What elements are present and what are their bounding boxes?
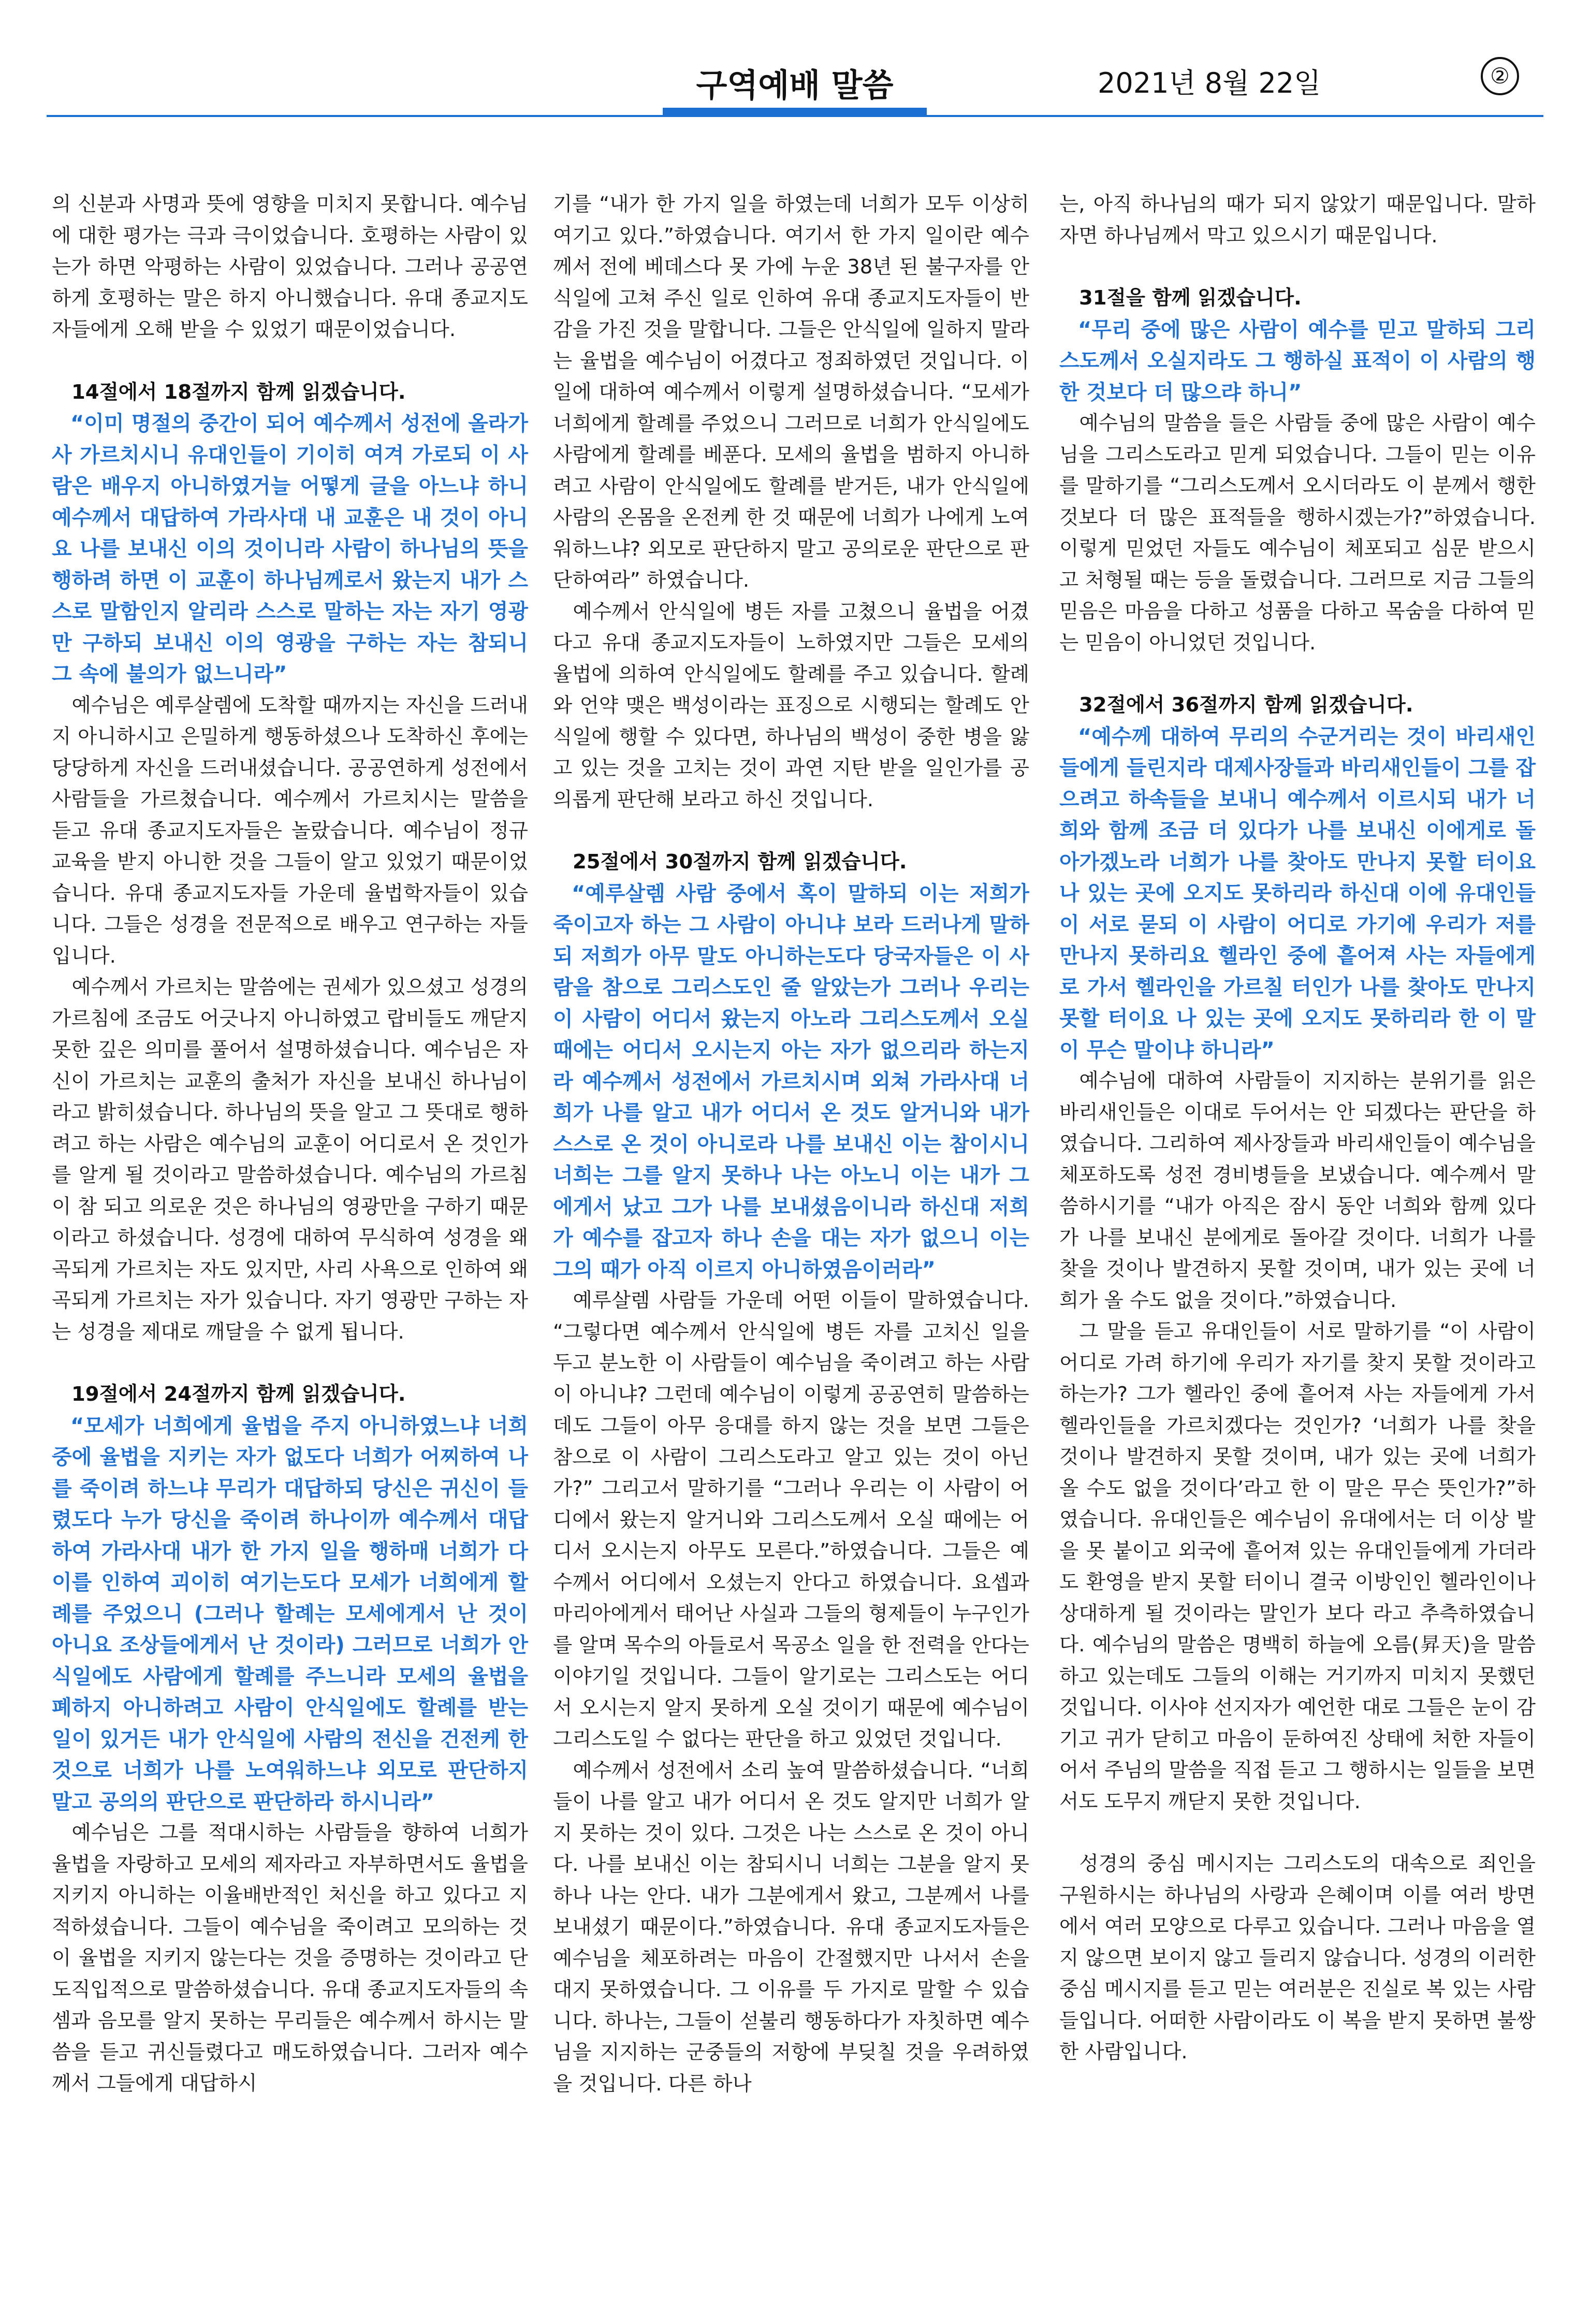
section-heading: 19절에서 24절까지 함께 읽겠습니다.	[71, 1383, 406, 1406]
paragraph: 예수님의 말씀을 들은 사람들 중에 많은 사람이 예수님을 그리스도라고 믿게 되었습니다. 그들이 믿는 이유를 말하기를 “그리스도께서 오시더라도 이 분께서 행한 것보다 더 많은 표적들을 행하시겠는가?”하였습니다. 이렇게 믿었던 자들도 예수님이 체포되고 심문 받으시고 처형될 때는 등을 돌렸습니다. 그러므로 지금 그들의 믿음은 마음을 다하고 성품을 다하고 목숨을 다하여 믿는 믿음이 아니었던 것입니다.	[1059, 412, 1536, 655]
paragraph: 예수님은 예루살렘에 도착할 때까지는 자신을 드러내지 아니하시고 은밀하게 행동하셨으나 도착하신 후에는 당당하게 자신을 드러내셨습니다. 공공연하게 성전에서 사람들을 가르쳤습니다. 예수께서 가르치시는 말씀을 듣고 유대 종교지도자들은 놀랐습니다. 예수님이 정규 교육을 받지 아니한 것을 그들이 알고 있었기 때문이었습니다. 유대 종교지도자들 가운데 율법학자들이 있습니다. 그들은 성경을 전문적으로 배우고 연구하는 자들입니다.	[52, 693, 528, 968]
paragraph: 그 말을 듣고 유대인들이 서로 말하기를 “이 사람이 어디로 가려 하기에 우리가 자기를 찾지 못할 것이라고 하는가? 그가 헬라인 중에 흩어져 사는 자들에게 가서 헬라인들을 가르치겠다는 것인가? ‘너희가 나를 찾을 것이나 발견하지 못할 것이며, 내가 있는 곳에 너희가 올 수도 없을 것이다’라고 한 이 말은 무슨 뜻인가?”하였습니다. 유대인들은 예수님이 유대에서는 더 이상 발을 못 붙이고 외국에 흩어져 있는 유대인들에게 가더라도 환영을 받지 못할 터이니 결국 이방인인 헬라인이나 상대하게 될 것이라는 말인가 보다 라고 추측하였습니다. 예수님의 말씀은 명백히 하늘에 오름(昇天)을 말씀하고 있는데도 그들의 이해는 거기까지 미치지 못했던 것입니다. 이사야 선지자가 예언한 대로 그들은 눈이 감기고 귀가 닫히고 마음이 둔하여진 상태에 처한 자들이어서 주님의 말씀을 직접 듣고 그 행하시는 일들을 보면서도 도무지 깨닫지 못한 것입니다.	[1059, 1320, 1536, 1813]
page-header	[0, 0, 1590, 155]
column-3	[1059, 189, 1536, 2068]
scripture-quote: “예수께 대하여 무리의 수군거리는 것이 바리새인들에게 들린지라 대제사장들과 바리새인들이 그를 잡으려고 하속들을 보내니 예수께서 이르시되 내가 너희와 함께 조금 더 있다가 나를 보내신 이에게로 돌아가겠노라 너희가 나를 찾아도 만나지 못할 터이요 나 있는 곳에 오지도 못하리라 하신대 이에 유대인들이 서로 묻되 이 사람이 어디로 가기에 우리가 저를 만나지 못하리요 헬라인 중에 흩어져 사는 자들에게로 가서 헬라인을 가르칠 터인가 나를 찾아도 만나지 못할 터이요 나 있는 곳에 오지도 못하리라 한 이 말이 무슨 말이냐 하니라”	[1059, 724, 1536, 1062]
section-heading: 32절에서 36절까지 함께 읽겠습니다.	[1079, 693, 1413, 717]
paragraph: 는, 아직 하나님의 때가 되지 않았기 때문입니다. 말하자면 하나님께서 막고 있으시기 때문입니다.	[1059, 193, 1536, 248]
column-2	[553, 189, 1029, 2100]
paragraph: 의 신분과 사명과 뜻에 영향을 미치지 못합니다. 예수님에 대한 평가는 극과 극이었습니다. 호평하는 사람이 있는가 하면 악평하는 사람이 있었습니다. 그러나 공공연하게 호평하는 말은 하지 아니했습니다. 유대 종교지도자들에게 오해 받을 수 있었기 때문이었습니다.	[52, 193, 528, 341]
paragraph: 예수님에 대하여 사람들이 지지하는 분위기를 읽은 바리새인들은 이대로 두어서는 안 되겠다는 판단을 하였습니다. 그리하여 제사장들과 바리새인들이 예수님을 체포하도록 성전 경비병들을 보냈습니다. 예수께서 말씀하시기를 “내가 아직은 잠시 동안 너희와 함께 있다가 나를 보내신 분에게로 돌아갈 것이다. 너희가 나를 찾을 것이나 발견하지 못할 것이며, 내가 있는 곳에 너희가 올 수도 없을 것이다.”하였습니다.	[1059, 1069, 1536, 1312]
column-1	[52, 189, 528, 2100]
scripture-quote: “모세가 너희에게 율법을 주지 아니하였느냐 너희 중에 율법을 지키는 자가 없도다 너희가 어찌하여 나를 죽이려 하느냐 무리가 대답하되 당신은 귀신이 들렸도다 누가 당신을 죽이려 하나이까 예수께서 대답하여 가라사대 내가 한 가지 일을 행하매 너희가 다 이를 인하여 괴이히 여기는도다 모세가 너희에게 할례를 주었으니 (그러나 할례는 모세에게서 난 것이 아니요 조상들에게서 난 것이라) 그러므로 너희가 안식일에도 사람에게 할례를 주느니라 모세의 율법을 폐하지 아니하려고 사람이 안식일에도 할례를 받는 일이 있거든 내가 안식일에 사람의 전신을 건전케 한 것으로 너희가 나를 노여워하느냐 외모로 판단하지 말고 공의의 판단으로 판단하라 하시니라”	[52, 1414, 528, 1814]
paragraph: 예수께서 안식일에 병든 자를 고쳤으니 율법을 어겼다고 유대 종교지도자들이 노하였지만 그들은 모세의 율법에 의하여 안식일에도 할례를 주고 있습니다. 할례와 언약 맺은 백성이라는 표징으로 시행되는 할례도 안식일에 행할 수 있다면, 하나님의 백성이 중한 병을 앓고 있는 것을 고치는 것이 과연 지탄 받을 일인가를 공의롭게 판단해 보라고 하신 것입니다.	[553, 600, 1029, 811]
paragraph: 성경의 중심 메시지는 그리스도의 대속으로 죄인을 구원하시는 하나님의 사랑과 은혜이며 이를 여러 방면에서 여러 모양으로 다루고 있습니다. 그러나 마음을 열지 않으면 보이지 않고 들리지 않습니다. 성경의 이러한 중심 메시지를 듣고 믿는 여러분은 진실로 복 있는 사람들입니다. 어떠한 사람이라도 이 복을 받지 못하면 불쌍한 사람입니다.	[1059, 1852, 1536, 2064]
page-number: ②	[1481, 57, 1519, 95]
paragraph: 기를 “내가 한 가지 일을 하였는데 너희가 모두 이상히 여기고 있다.”하였습니다. 여기서 한 가지 일이란 예수께서 전에 베데스다 못 가에 누운 38년 된 불구자를 안식일에 고쳐 주신 일로 인하여 유대 종교지도자들이 반감을 가진 것을 말합니다. 그들은 안식일에 일하지 말라는 율법을 예수님이 어겼다고 정죄하였던 것입니다. 이 일에 대하여 예수께서 이렇게 설명하셨습니다. “모세가 너희에게 할례를 주었으니 그러므로 너희가 안식일에도 사람에게 할례를 베푼다. 모세의 율법을 범하지 아니하려고 사람이 안식일에도 할례를 받거든, 내가 안식일에 사람의 온몸을 온전케 한 것 때문에 너희가 나에게 노여워하느냐? 외모로 판단하지 말고 공의로운 판단으로 판단하여라” 하였습니다.	[553, 193, 1029, 592]
section-heading: 31절을 함께 읽겠습니다.	[1079, 286, 1302, 310]
section-heading: 25절에서 30절까지 함께 읽겠습니다.	[573, 850, 907, 874]
issue-date: 2021년 8월 22일	[1098, 67, 1321, 99]
scripture-quote: “예루살렘 사람 중에서 혹이 말하되 이는 저희가 죽이고자 하는 그 사람이 아니냐 보라 드러나게 말하되 저희가 아무 말도 아니하는도다 당국자들은 이 사람을 참으로 그리스도인 줄 알았는가 그러나 우리는 이 사람이 어디서 왔는지 아노라 그리스도께서 오실 때에는 어디서 오시는지 아는 자가 없으리라 하는지라 예수께서 성전에서 가르치시며 외쳐 가라사대 너희가 나를 알고 내가 어디서 온 것도 알거니와 내가 스스로 온 것이 아니로라 나를 보내신 이는 참이시니 너희는 그를 알지 못하나 나는 아노니 이는 내가 그에게서 났고 그가 나를 보내셨음이니라 하신대 저희가 예수를 잡고자 하나 손을 대는 자가 없으니 이는 그의 때가 아직 이르지 아니하였음이러라”	[553, 881, 1029, 1282]
scripture-quote: “이미 명절의 중간이 되어 예수께서 성전에 올라가사 가르치시니 유대인들이 기이히 여겨 가로되 이 사람은 배우지 아니하였거늘 어떻게 글을 아느냐 하니 예수께서 대답하여 가라사대 내 교훈은 내 것이 아니요 나를 보내신 이의 것이니라 사람이 하나님의 뜻을 행하려 하면 이 교훈이 하나님께로서 왔는지 내가 스스로 말함인지 알리라 스스로 말하는 자는 자기 영광만 구하되 보내신 이의 영광을 구하는 자는 참되니 그 속에 불의가 없느니라”	[52, 412, 528, 686]
scripture-quote: “무리 중에 많은 사람이 예수를 믿고 말하되 그리스도께서 오실지라도 그 행하실 표적이 이 사람의 행한 것보다 더 많으랴 하니”	[1059, 317, 1536, 404]
page-title: 구역예배 말씀	[696, 66, 894, 104]
paragraph: 예수님은 그를 적대시하는 사람들을 향하여 너희가 율법을 자랑하고 모세의 제자라고 자부하면서도 율법을 지키지 아니하는 이율배반적인 처신을 하고 있다고 지적하셨습니다. 그들이 예수님을 죽이려고 모의하는 것이 율법을 지키지 않는다는 것을 증명하는 것이라고 단도직입적으로 말씀하셨습니다. 유대 종교지도자들의 속셈과 음모를 알지 못하는 무리들은 예수께서 하시는 말씀을 듣고 귀신들렸다고 매도하였습니다. 그러자 예수께서 그들에게 대답하시	[52, 1821, 528, 2095]
header-divider	[47, 115, 1543, 117]
paragraph: 예수께서 가르치는 말씀에는 권세가 있으셨고 성경의 가르침에 조금도 어긋나지 아니하였고 랍비들도 깨닫지 못한 깊은 의미를 풀어서 설명하셨습니다. 예수님은 자신이 가르치는 교훈의 출처가 자신을 보내신 하나님이라고 밝히셨습니다. 하나님의 뜻을 알고 그 뜻대로 행하려고 하는 사람은 예수님의 교훈이 어디로서 온 것인가를 알게 될 것이라고 말씀하셨습니다. 예수님의 가르침이 참 되고 의로운 것은 하나님의 영광만을 구하기 때문이라고 하셨습니다. 성경에 대하여 무식하여 성경을 왜곡되게 가르치는 자도 있지만, 사리 사욕으로 인하여 왜곡되게 가르치는 자가 있습니다. 자기 영광만 구하는 자는 성경을 제대로 깨달을 수 없게 됩니다.	[52, 976, 528, 1344]
section-heading: 14절에서 18절까지 함께 읽겠습니다.	[71, 380, 406, 404]
paragraph: 예수께서 성전에서 소리 높여 말씀하셨습니다. “너희들이 나를 알고 내가 어디서 온 것도 알지만 너희가 알지 못하는 것이 있다. 그것은 나는 스스로 온 것이 아니다. 나를 보내신 이는 참되시니 너희는 그분을 알지 못하나 나는 안다. 내가 그분에게서 왔고, 그분께서 나를 보내셨기 때문이다.”하였습니다. 유대 종교지도자들은 예수님을 체포하려는 마음이 간절했지만 나서서 손을 대지 못하였습니다. 그 이유를 두 가지로 말할 수 있습니다. 하나는, 그들이 섣불리 행동하다가 자칫하면 예수님을 지지하는 군중들의 저항에 부딪칠 것을 우려하였을 것입니다. 다른 하나	[553, 1759, 1029, 2096]
spacer	[1059, 1818, 1536, 1849]
paragraph: 예루살렘 사람들 가운데 어떤 이들이 말하였습니다. “그렇다면 예수께서 안식일에 병든 자를 고치신 일을 두고 분노한 이 사람들이 예수님을 죽이려고 하는 사람이 아니냐? 그런데 예수님이 이렇게 공공연히 말씀하는 데도 그들이 아무 응대를 하지 않는 것을 보면 그들은 참으로 이 사람이 그리스도라고 알고 있는 것이 아닌가?” 그리고서 말하기를 “그러나 우리는 이 사람이 어디에서 왔는지 알거니와 그리스도께서 오실 때에는 어디서 오시는지 아무도 모른다.”하였습니다. 그들은 예수께서 어디에서 오셨는지 안다고 하였습니다. 요셉과 마리아에게서 태어난 사실과 그들의 형제들이 누구인가를 알며 목수의 아들로서 목공소 일을 한 전력을 안다는 이야기일 것입니다. 그들이 알기로는 그리스도는 어디서 오시는지 알지 못하게 오실 것이기 때문에 예수님이 그리스도일 수 없다는 판단을 하고 있었던 것입니다.	[553, 1289, 1029, 1751]
